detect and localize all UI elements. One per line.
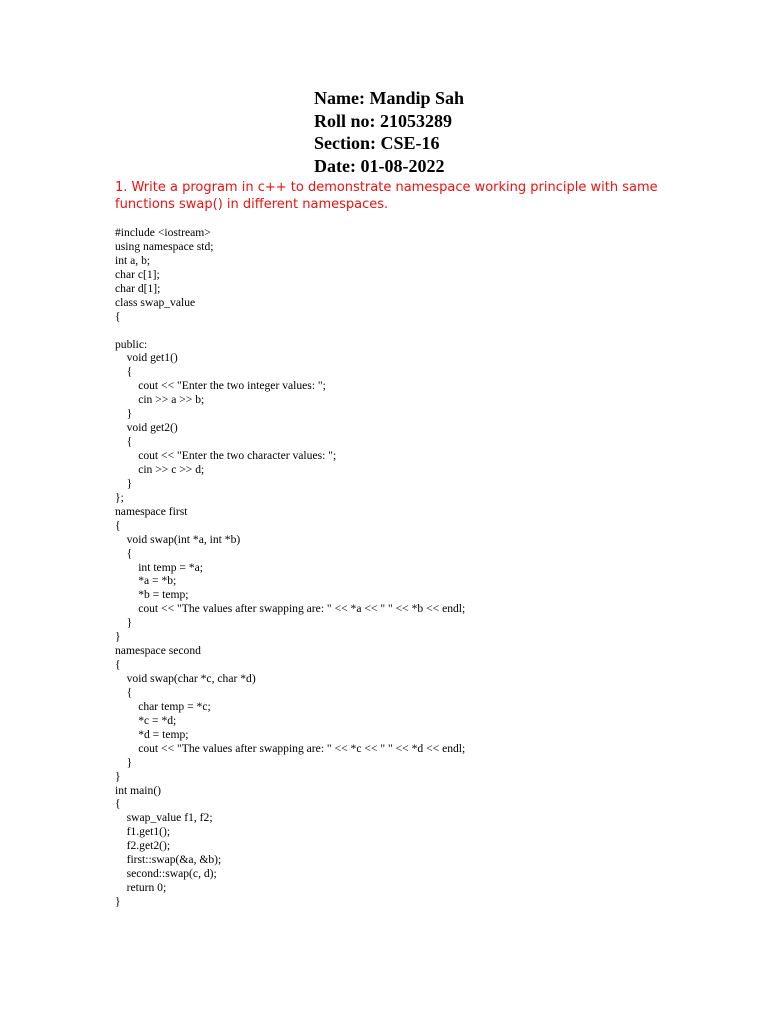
code-line: { [115,546,133,560]
code-line: } [115,630,121,644]
code-line: { [115,435,133,449]
code-line: first::swap(&a, &b); [115,853,222,867]
code-line: int a, b; [115,253,151,267]
code-line: f2.get2(); [115,839,171,853]
code-line: cout << "Enter the two character values: "; [115,449,337,462]
code-line: using namespace std; [115,239,214,253]
code-line: cin >> c >> d; [115,462,205,476]
code-line: } [115,895,121,908]
code-line: { [115,518,121,532]
code-line: int temp = *a; [115,560,204,574]
section: Section: CSE-16 [314,133,440,153]
code-line: cin >> a >> b; [115,393,205,407]
code-line: namespace first [115,504,188,518]
code-line: { [115,797,121,811]
question-text: 1. Write a program in c++ to demonstrate namespace working principle with same functions swap() in different namespaces. [115,180,658,212]
code-line: void swap(int *a, int *b) [115,532,241,546]
code-line: { [115,309,121,323]
code-line: cout << "Enter the two integer values: "; [115,379,326,393]
code-line: *a = *b; [115,574,177,588]
code-line: f1.get1(); [115,825,171,839]
date: Date: 01-08-2022 [314,155,445,176]
code-line: *c = *d; [115,713,177,727]
code-line: }; [115,490,124,504]
code-line: cout << "The values after swapping are: " << *a << " " << *b << endl; [115,602,466,616]
code-line: cout << "The values after swapping are: " << *c << " " << *d << endl; [115,741,466,755]
code-line: *d = temp; [115,727,189,741]
code-line: namespace second [115,644,201,658]
code-listing [115,226,465,909]
code-line: } [115,407,133,421]
roll-number: Roll no: 21053289 [314,110,453,131]
student-name: Name: Mandip Sah [314,88,465,108]
code-line: char d[1]; [115,281,161,295]
code-line: void get2() [115,421,178,435]
code-line: void get1() [115,351,178,365]
code-line: public: [115,337,148,351]
code-line: { [115,685,133,699]
code-line: } [115,755,133,769]
code-line: } [115,769,121,783]
code-line: void swap(char *c, char *d) [115,672,256,685]
student-info-header [314,87,464,177]
code-line: return 0; [115,881,167,895]
code-line: swap_value f1, f2; [115,811,213,825]
code-line: { [115,365,133,379]
code-line: char c[1]; [115,267,160,281]
code-line: int main() [115,783,162,797]
code-line: } [115,476,133,490]
code-line: second::swap(c, d); [115,867,217,881]
code-line: char temp = *c; [115,699,211,713]
code-line: #include <iostream> [115,226,211,239]
code-line: { [115,658,121,672]
code-line: class swap_value [115,295,196,309]
code-line: *b = temp; [115,588,189,602]
code-line: } [115,616,133,630]
code-line [115,324,465,338]
